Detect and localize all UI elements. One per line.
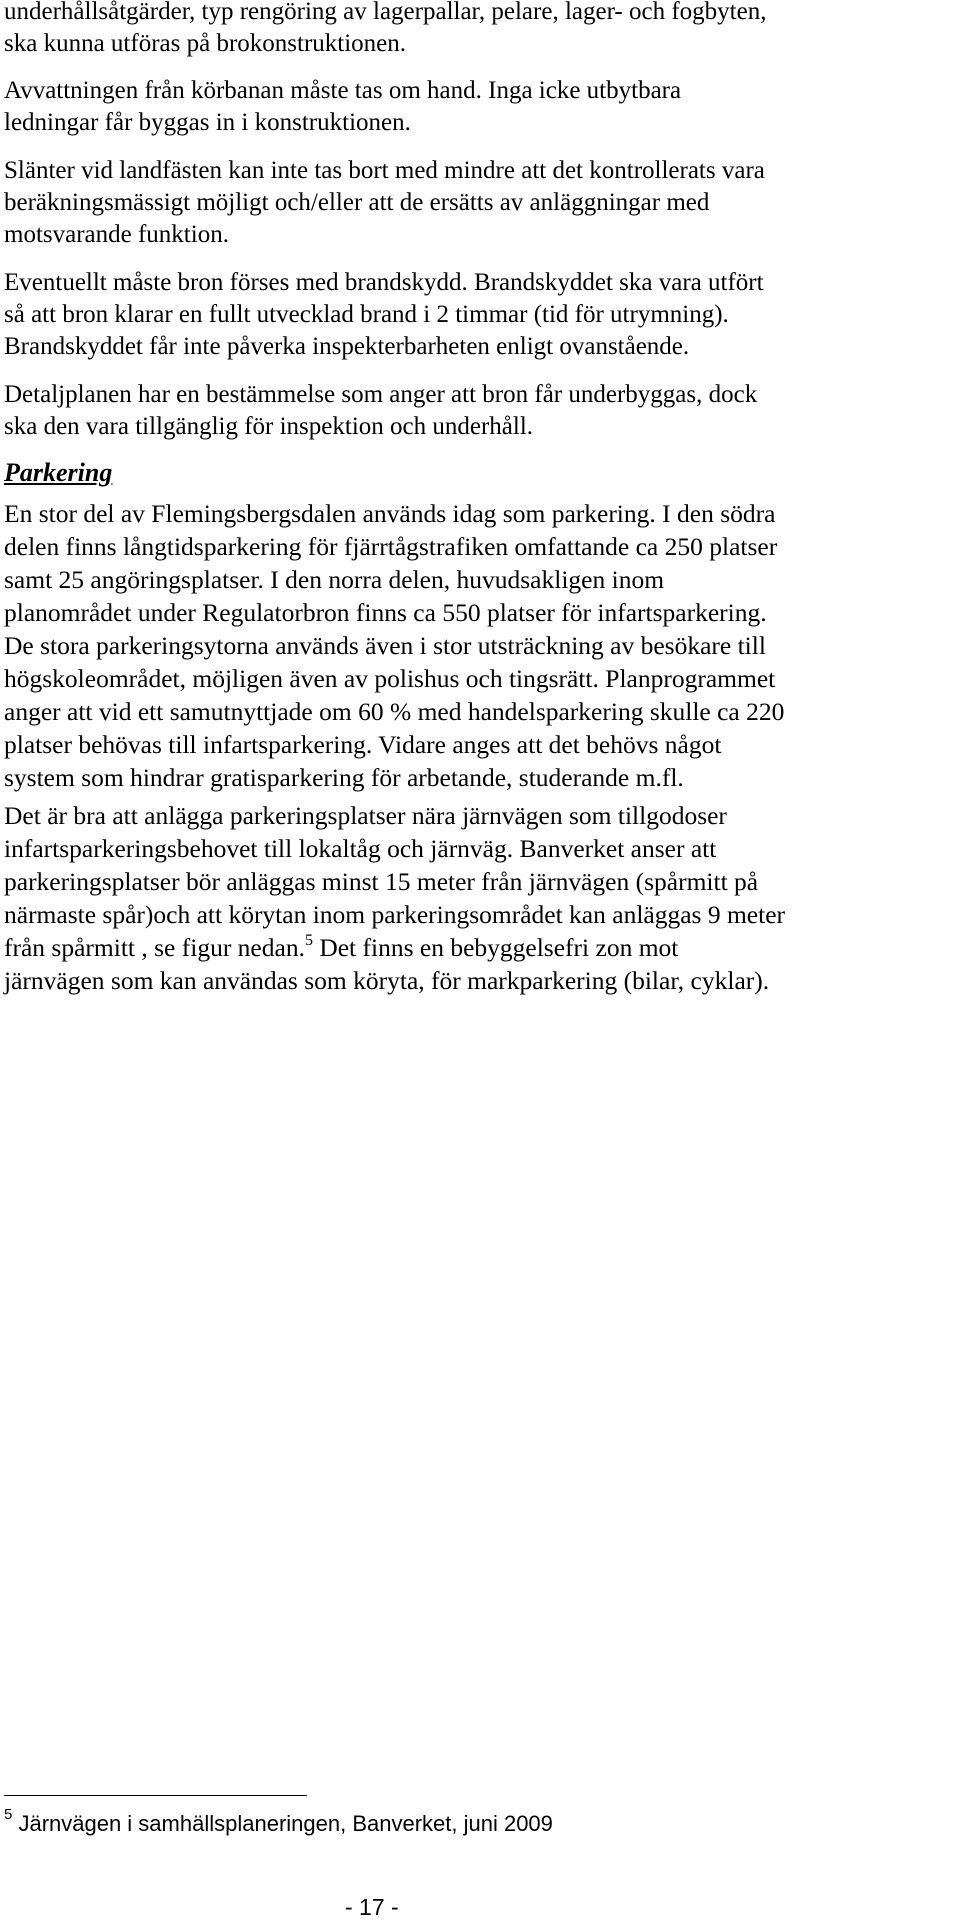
text-line: ska den vara tillgänglig för inspektion och underhåll. (4, 413, 534, 440)
text-line: planområdet under Regulatorbron finns ca 550 platser för infartsparkering. (4, 598, 767, 627)
paragraph-slopes (4, 155, 956, 251)
text-line: En stor del av Flemingsbergsdalen används idag som parkering. I den södra (4, 499, 776, 528)
paragraph-detail-plan (4, 379, 956, 443)
text-line: ska kunna utföras på brokonstruktionen. (4, 30, 407, 57)
text-line: så att bron klarar en fullt utvecklad brand i 2 timmar (tid för utrymning). (4, 301, 729, 328)
text-line: ledningar får byggas in i konstruktionen. (4, 109, 411, 136)
paragraph-drainage (4, 75, 956, 139)
paragraph-maintenance (4, 0, 956, 60)
text-line: motsvarande funktion. (4, 221, 229, 248)
text-line: Avvattningen från körbanan måste tas om hand. Inga icke utbytbara (4, 77, 682, 104)
footnote-divider (4, 1795, 307, 1796)
page-number: - 17 - (345, 1894, 399, 1920)
footnote-text: Järnvägen i samhällsplaneringen, Banverket, juni 2009 (12, 1811, 553, 1836)
text-line: infartsparkeringsbehovet till lokaltåg och järnväg. Banverket anser att (4, 834, 717, 863)
text-segment: Det finns en bebyggelsefri zon mot (312, 933, 679, 962)
text-line (4, 931, 956, 964)
text-line: anger att vid ett samutnyttjade om 60 % med handelsparkering skulle ca 220 (4, 697, 785, 726)
text-line: Eventuellt måste bron förses med brandskydd. Brandskyddet ska vara utfört (4, 269, 764, 296)
text-line: underhållsåtgärder, typ rengöring av lagerpallar, pelare, lager- och fogbyten, (4, 0, 767, 25)
text-line: Detaljplanen har en bestämmelse som anger att bron får underbyggas, dock (4, 381, 758, 408)
text-line: järnvägen som kan användas som köryta, för markparkering (bilar, cyklar). (4, 966, 770, 995)
text-line: Brandskyddet får inte påverka inspekterbarheten enligt ovanstående. (4, 333, 690, 360)
text-line: Det är bra att anlägga parkeringsplatser nära järnvägen som tillgodoser (4, 801, 727, 830)
text-line: närmaste spår)och att körytan inom parkeringsområdet kan anläggas 9 meter (4, 900, 786, 929)
text-line: delen finns långtidsparkering för fjärrtågstrafiken omfattande ca 250 platser (4, 532, 778, 561)
paragraph-fire-protection (4, 267, 956, 363)
paragraph-parking-overview (4, 497, 956, 794)
paragraph-parking-railway (4, 799, 956, 997)
section-heading-parkering: Parkering (4, 458, 113, 487)
text-line: De stora parkeringsytorna används även i stor utsträckning av besökare till (4, 631, 766, 660)
text-line: Slänter vid landfästen kan inte tas bort med mindre att det kontrollerats vara (4, 157, 765, 184)
text-line: platser behövas till infartsparkering. Vidare anges att det behövs något (4, 730, 722, 759)
footnote-reference[interactable]: 5 (304, 931, 313, 949)
text-line: parkeringsplatser bör anläggas minst 15 meter från järnvägen (spårmitt på (4, 867, 759, 896)
text-line: beräkningsmässigt möjligt och/eller att de ersätts av anläggningar med (4, 189, 710, 216)
footnote (4, 1805, 553, 1839)
text-segment: från spårmitt , se figur nedan. (4, 933, 305, 962)
text-line: samt 25 angöringsplatser. I den norra delen, huvudsakligen inom (4, 565, 665, 594)
text-line: system som hindrar gratisparkering för arbetande, studerande m.fl. (4, 763, 684, 792)
footnote-number: 5 (4, 1805, 13, 1823)
text-line: högskoleområdet, möjligen även av polishus och tingsrätt. Planprogrammet (4, 664, 776, 693)
